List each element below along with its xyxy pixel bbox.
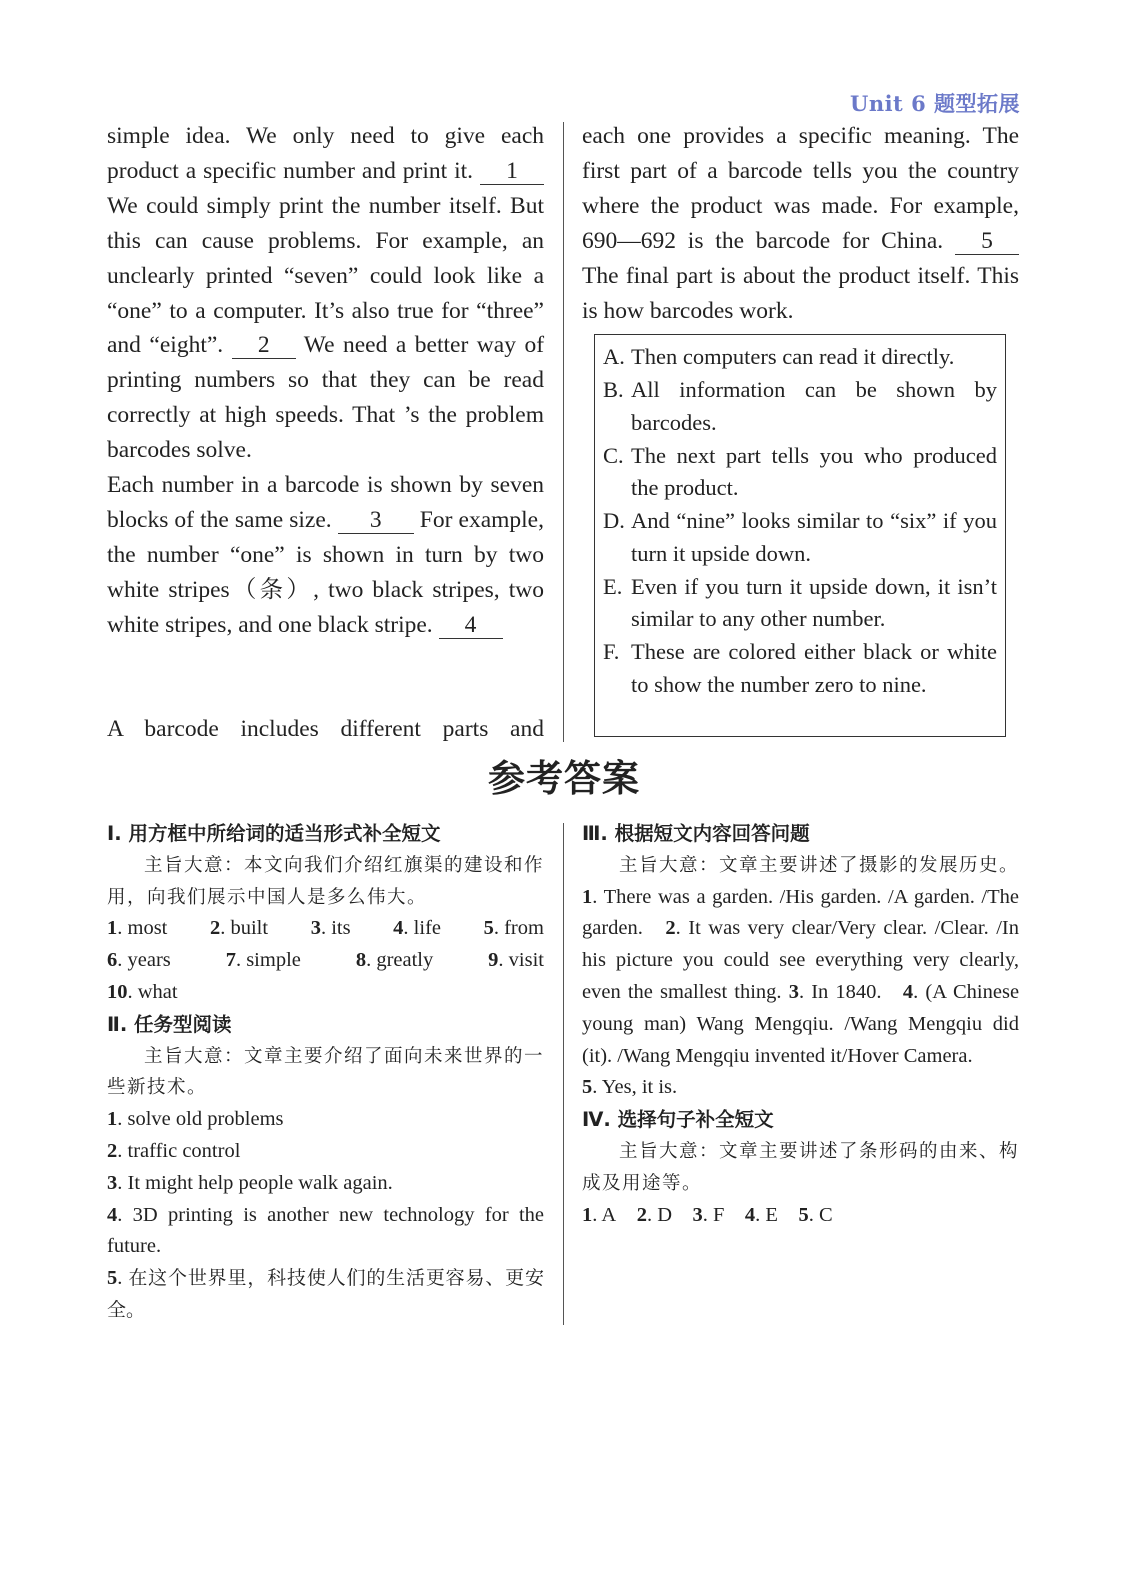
option-letter: F.	[603, 639, 620, 664]
section-4-idea: 主旨大意：文章主要讲述了条形码的由来、构成及用途等。	[582, 1140, 1020, 1194]
passage-text: each one provides a specific meaning. The first part of a barcode tells you the country where the product was made. For example, 690—692 is the barcode for China.	[582, 123, 1019, 254]
column-divider	[563, 122, 564, 742]
answers-right-column	[582, 818, 1019, 1231]
page-header: Unit 6 题型拓展	[850, 91, 1020, 116]
blank-5: 5	[955, 228, 1019, 255]
section-2-idea: 主旨大意：文章主要介绍了面向未来世界的一些新技术。	[107, 1045, 545, 1099]
answer-text: In 1840.	[811, 980, 882, 1003]
section-3-idea: 主旨大意：文章主要讲述了摄影的发展历史。	[619, 854, 1020, 876]
answer-item: 8. greatly	[355, 949, 434, 972]
answer-item: 5. from	[483, 917, 544, 940]
option-text: The next part tells you who produced the product.	[631, 442, 997, 500]
passage-text: For example, the number “one” is shown in turn by two white stripes（条）, two black stripes, two white stripes, and one black stripe.	[107, 506, 544, 638]
answer-item: 9. visit	[488, 949, 544, 972]
answers-left-column	[107, 818, 544, 1327]
answer-item: 2. built	[209, 917, 269, 940]
section-1-row	[107, 945, 544, 977]
section-1-heading: Ⅰ. 用方框中所给词的适当形式补全短文	[107, 822, 441, 845]
option-c	[603, 440, 997, 505]
section-2-heading: Ⅱ. 任务型阅读	[107, 1012, 232, 1036]
section-4-answers: 1. A 2. D 3. F 4. E 5. C	[582, 1203, 833, 1226]
option-d	[603, 505, 997, 570]
passage-paragraph-2	[107, 468, 544, 643]
option-e	[603, 571, 997, 636]
blank-1: 1	[480, 158, 544, 185]
blank-4: 4	[439, 612, 503, 639]
option-text: All information can be shown by barcodes.	[631, 377, 997, 435]
answer-text: (A Chinese young man) Wang Mengqiu. /Wang Mengqiu did (it). /Wang Mengqiu invented it/Hover Camera.	[582, 980, 1020, 1067]
option-b	[603, 374, 997, 439]
option-text: Then computers can read it directly.	[631, 344, 955, 369]
answer-item: 5. 在这个世界里，科技使人们的生活更容易、更安全。	[107, 1267, 544, 1321]
section-1-row	[107, 913, 544, 945]
options-box	[594, 334, 1006, 737]
option-letter: E.	[603, 573, 623, 599]
option-letter: D.	[603, 508, 625, 533]
passage-paragraph-1	[107, 119, 544, 468]
answer-item: 4. 3D printing is another new technology for the future.	[107, 1203, 544, 1258]
blank-2: 2	[232, 332, 296, 359]
passage-paragraph-3-start	[107, 712, 544, 747]
section-1-row	[107, 977, 544, 1009]
answer-item: 1. solve old problems	[107, 1108, 284, 1131]
option-text: These are colored either black or white to show the number zero to nine.	[631, 639, 997, 697]
option-letter: C.	[603, 442, 624, 468]
passage-text: simple idea. We only need to give each product a specific number and print it.	[107, 123, 544, 184]
answer-item: 10. what	[107, 980, 178, 1003]
passage-text: The final part is about the product itself. This is how barcodes work.	[582, 262, 1019, 324]
answers-title: 参考答案	[488, 757, 640, 800]
passage-paragraph-3	[582, 119, 1019, 328]
passage-left-column	[107, 119, 544, 643]
answer-item: 4. life	[393, 917, 441, 940]
option-a	[603, 341, 997, 374]
passage-text: We could simply print the number itself. But this can cause problems. For example, an unclearly printed “seven” could look like a “one” to a computer. It’s also true for “three” and “eight”.	[107, 192, 544, 359]
option-letter: B.	[603, 377, 624, 402]
answer-item: 1. most	[107, 917, 168, 940]
option-f	[603, 636, 997, 701]
column-divider	[563, 823, 564, 1325]
section-4-heading: Ⅳ. 选择句子补全短文	[582, 1108, 774, 1132]
passage-text: Each number in a barcode is shown by seven blocks of the same size.	[107, 472, 544, 533]
answer-text: It was very clear/Very clear. /Clear. /In his picture you could see everything very clearly, even the smallest thing.	[582, 917, 1019, 1003]
passage-text-line: A barcode includes different parts and	[107, 716, 544, 742]
option-text: Even if you turn it upside down, it isn’t similar to any other number.	[631, 573, 997, 631]
section-3-answers: 1. There was a garden. /His garden. /A garden. /The garden. 2. It was very clear/Very clear. /Clear. /In his picture you could see everything very clearly, even the smallest thing. 3. In 1840. 4. (A Chinese young man) Wang Mengqiu. /Wang Mengqiu did (it). /Wang Mengqiu invented it/Hover Camera.	[582, 885, 1020, 1067]
passage-text: We need a better way of printing numbers so that they can be read correctly at high speeds. That ’s the problem barcodes solve.	[107, 332, 545, 464]
option-text: And “nine” looks similar to “six” if you turn it upside down.	[631, 508, 997, 566]
option-letter: A.	[603, 344, 625, 369]
answer-item: 5. Yes, it is.	[582, 1076, 678, 1099]
section-3-heading: Ⅲ. 根据短文内容回答问题	[582, 822, 810, 845]
blank-3: 3	[338, 507, 414, 534]
answer-item: 6. years	[107, 949, 171, 972]
answer-text: There was a garden. /His garden. /A garden. /The garden.	[582, 885, 1019, 940]
answer-item: 3. its	[310, 917, 351, 940]
answer-item: 2. traffic control	[107, 1139, 241, 1162]
answer-item: 7. simple	[225, 949, 301, 972]
section-1-idea: 主旨大意：本文向我们介绍红旗渠的建设和作用，向我们展示中国人是多么伟大。	[107, 854, 545, 908]
answer-item: 3. It might help people walk again.	[107, 1171, 393, 1194]
